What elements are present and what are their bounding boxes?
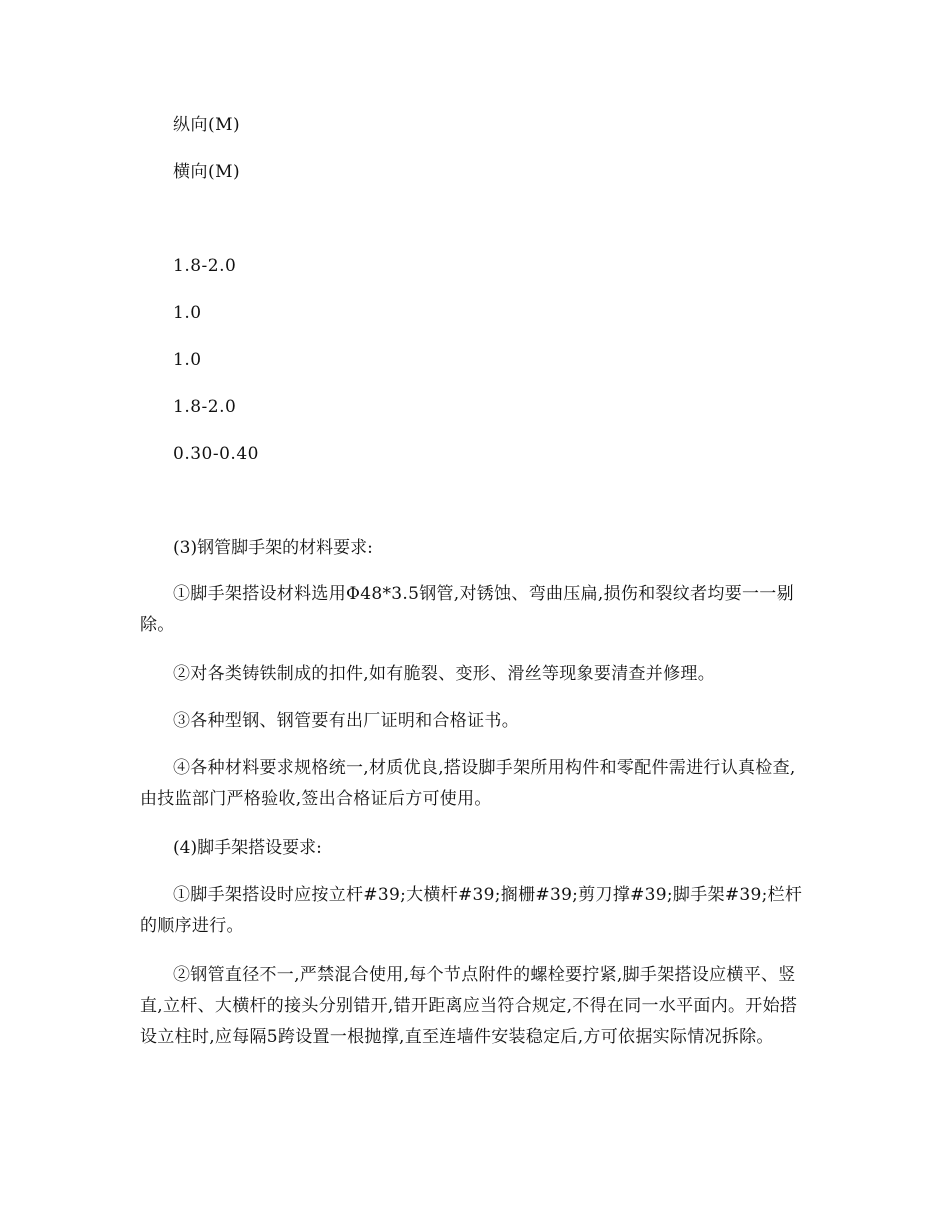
section-4-heading: (4)脚手架搭设要求: [173, 838, 322, 858]
section-4-item-1: ①脚手架搭设时应按立杆#39;大横杆#39;搁栅#39;剪刀撑#39;脚手架#39;栏杆的顺序进行。 [140, 885, 803, 936]
column-label-longitudinal: 纵向(M) [173, 115, 241, 135]
section-3-item-2: ②对各类铸铁制成的扣件,如有脆裂、变形、滑丝等现象要清查并修理。 [173, 664, 716, 684]
table-value: 1.0 [173, 350, 202, 370]
section-3-item-4: ④各种材料要求规格统一,材质优良,搭设脚手架所用构件和零配件需进行认真检查,由技监部门严格验收,签出合格证后方可使用。 [140, 758, 796, 809]
table-value: 1.0 [173, 303, 202, 323]
table-value: 1.8-2.0 [173, 256, 237, 276]
table-value: 1.8-2.0 [173, 397, 237, 417]
section-3-heading: (3)钢管脚手架的材料要求: [173, 538, 373, 558]
table-value: 0.30-0.40 [173, 444, 259, 464]
section-3-item-1: ①脚手架搭设材料选用Φ48*3.5钢管,对锈蚀、弯曲压扁,损伤和裂纹者均要一一剔除。 [140, 584, 794, 635]
column-label-transverse: 横向(M) [173, 162, 241, 182]
section-4-item-2: ②钢管直径不一,严禁混合使用,每个节点附件的螺栓要拧紧,脚手架搭设应横平、竖直,立杆、大横杆的接头分别错开,错开距离应当符合规定,不得在同一水平面内。开始搭设立柱时,应每隔5跨设置一根抛撑,直至连墙件安装稳定后,方可依据实际情况拆除。 [140, 965, 798, 1047]
section-3-item-3: ③各种型钢、钢管要有出厂证明和合格证书。 [173, 711, 519, 731]
